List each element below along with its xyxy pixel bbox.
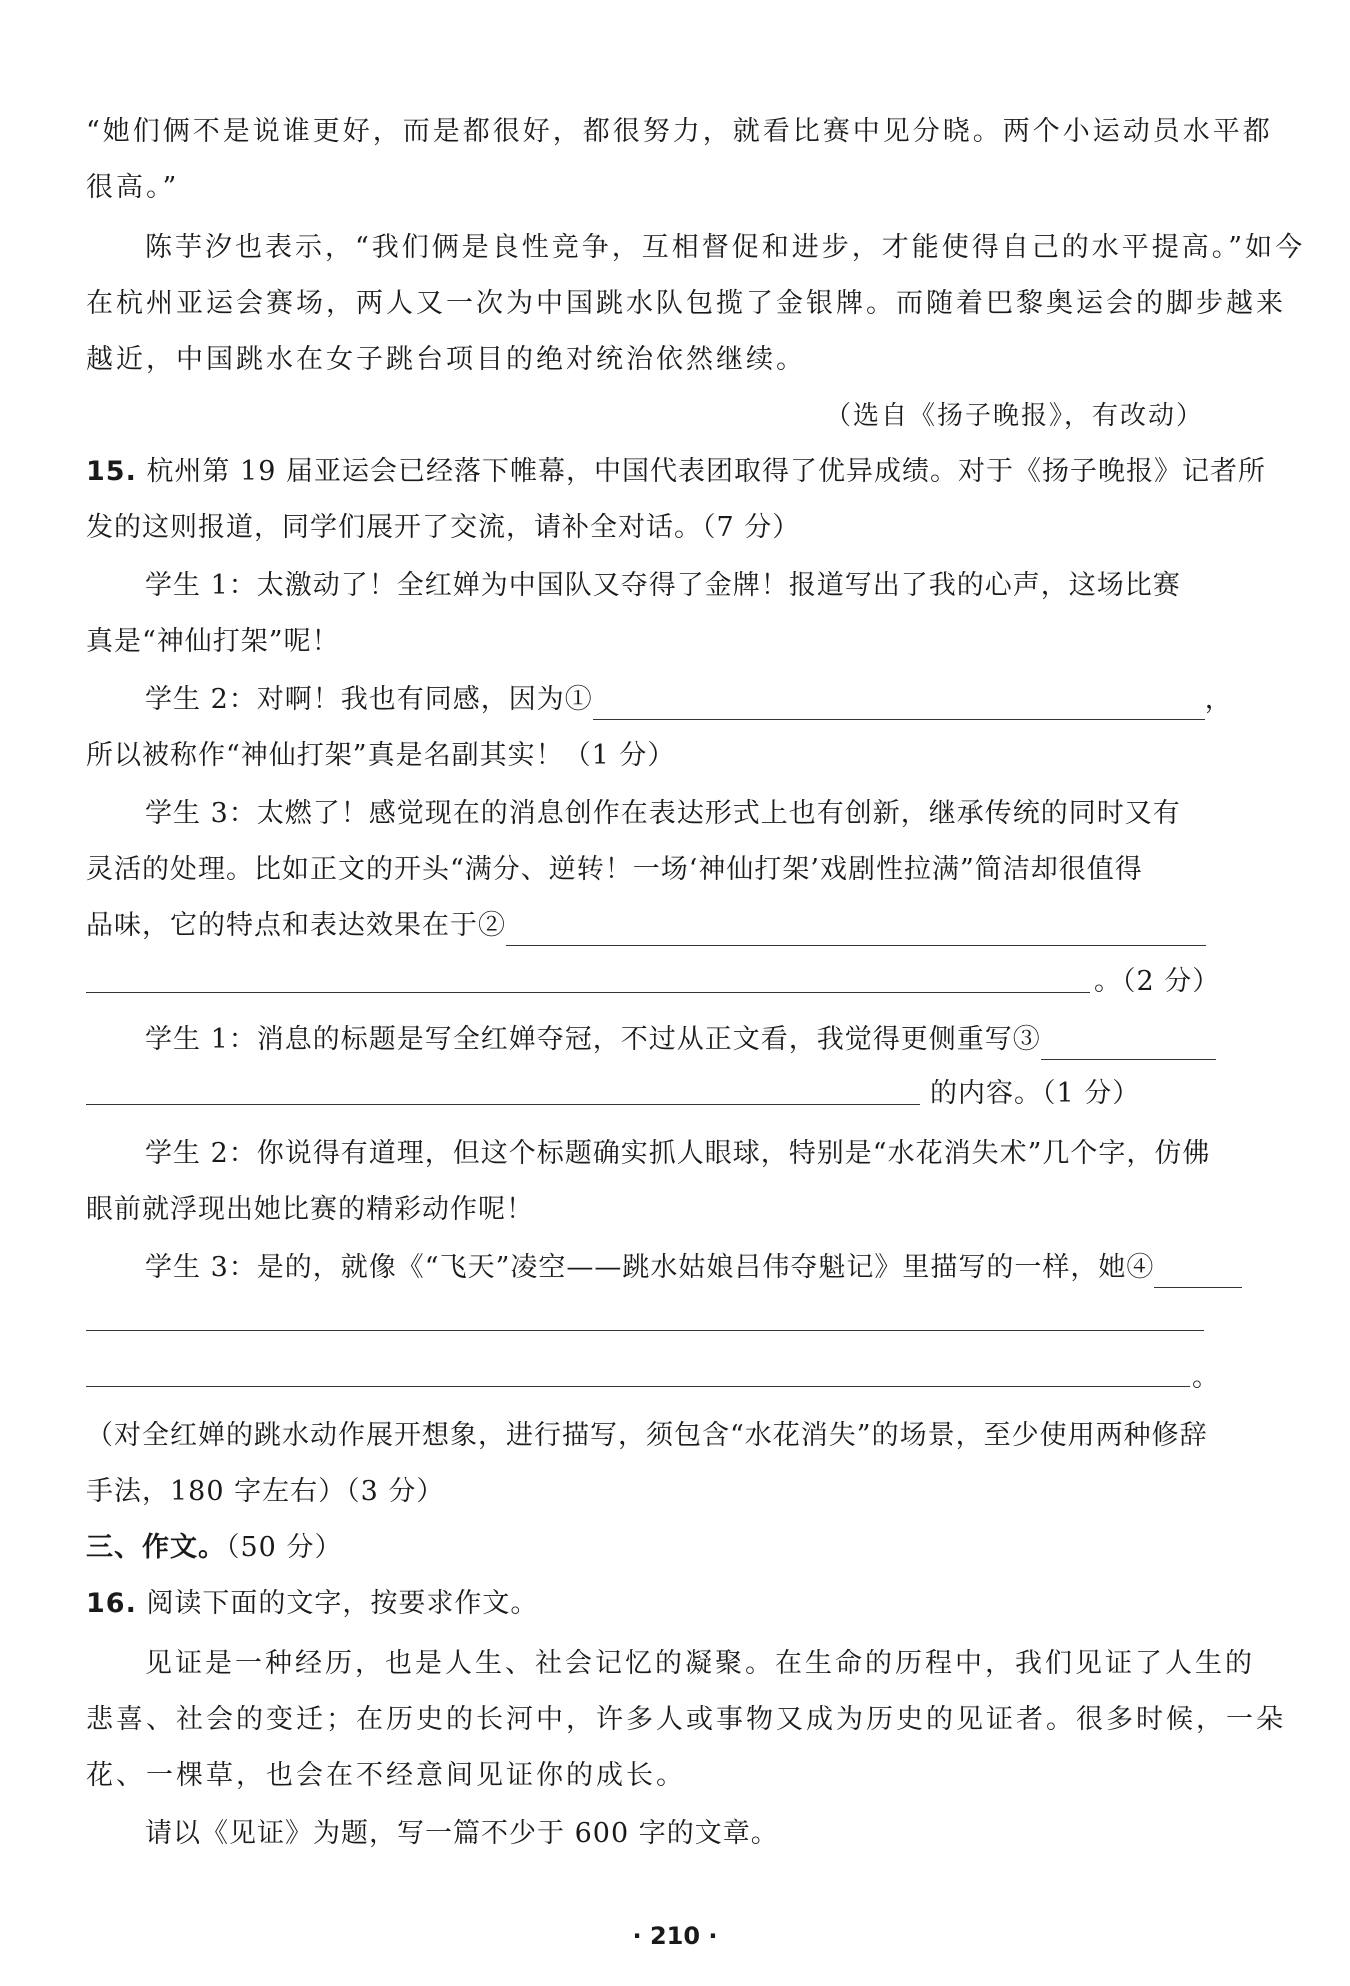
q15-student1-line2: 真是“神仙打架”呢！	[86, 626, 340, 657]
article-p1-line2: 很高。”	[86, 172, 180, 203]
q15-student1-line1: 学生 1：太激动了！全红婵为中国队又夺得了金牌！报道写出了我的心声，这场比赛	[145, 570, 1181, 601]
q15-note-line1: （对全红婵的跳水动作展开想象，进行描写，须包含“水花消失”的场景，至少使用两种修辞	[86, 1420, 1208, 1451]
q15-student3-score: 。（2 分）	[1094, 966, 1221, 997]
q15-student2-comma: ，	[1204, 684, 1233, 715]
article-p1-line1: “她们俩不是说谁更好，而是都很好，都很努力，就看比赛中见分晓。两个小运动员水平都	[86, 116, 1273, 147]
q16-number: 16.	[86, 1588, 137, 1619]
q15-student3-text: 品味，它的特点和表达效果在于②	[86, 910, 506, 941]
section3-score: （50 分）	[226, 1532, 343, 1563]
q15-student3b-end: 。	[1192, 1362, 1220, 1393]
q15-student1b-score: 的内容。（1 分）	[930, 1078, 1141, 1109]
answer-blank-1[interactable]	[593, 689, 1205, 720]
answer-blank-3b[interactable]	[86, 1104, 920, 1105]
section3-heading	[86, 1528, 1206, 1568]
q15-stem-line1	[86, 452, 1266, 492]
q15-student2-line2: 所以被称作“神仙打架”真是名副其实！（1 分）	[86, 740, 676, 771]
answer-blank-2b[interactable]	[86, 992, 1090, 993]
q15-note-line2: 手法，180 字左右）（3 分）	[86, 1476, 445, 1507]
article-p2-line2: 在杭州亚运会赛场，两人又一次为中国跳水队包揽了金银牌。而随着巴黎奥运会的脚步越来	[86, 288, 1286, 319]
q15-student3-line2: 灵活的处理。比如正文的开头“满分、逆转！一场‘神仙打架’戏剧性拉满”简洁却很值得	[86, 854, 1143, 885]
q15-student3-line1: 学生 3：太燃了！感觉现在的消息创作在表达形式上也有创新，继承传统的同时又有	[145, 798, 1181, 829]
section3-title: 三、作文。	[86, 1532, 226, 1563]
q15-student2b-line2: 眼前就浮现出她比赛的精彩动作呢！	[86, 1194, 534, 1225]
q15-student2-text: 学生 2：对啊！我也有同感，因为①	[145, 684, 593, 715]
q15-stem-line2: 发的这则报道，同学们展开了交流，请补全对话。（7 分）	[86, 512, 801, 543]
answer-blank-4c[interactable]	[86, 1386, 1190, 1387]
answer-blank-2a[interactable]	[506, 915, 1206, 946]
answer-blank-4a[interactable]	[1154, 1257, 1242, 1288]
q15-student1b-text: 学生 1：消息的标题是写全红婵夺冠，不过从正文看，我觉得更侧重写③	[145, 1024, 1041, 1055]
article-source: （选自《扬子晚报》，有改动）	[824, 401, 1204, 431]
q16-task: 请以《见证》为题，写一篇不少于 600 字的文章。	[145, 1818, 779, 1849]
answer-blank-4b[interactable]	[86, 1330, 1204, 1331]
answer-blank-3a[interactable]	[1041, 1029, 1216, 1060]
q15-number: 15.	[86, 456, 137, 487]
article-p2-line3: 越近，中国跳水在女子跳台项目的绝对统治依然继续。	[86, 344, 806, 375]
q15-student1b-line1	[145, 1020, 1205, 1060]
article-p2-line1: 陈芋汐也表示，“我们俩是良性竞争，互相督促和进步，才能使得自己的水平提高。”如今	[145, 232, 1306, 263]
q15-student2b-line1: 学生 2：你说得有道理，但这个标题确实抓人眼球，特别是“水花消失术”几个字，仿佛	[145, 1138, 1211, 1169]
q16-passage-line2: 悲喜、社会的变迁；在历史的长河中，许多人或事物又成为历史的见证者。很多时候，一朵	[86, 1704, 1286, 1735]
q15-student3-line3	[86, 906, 1206, 946]
q15-student3b-line1	[145, 1248, 1205, 1288]
q15-stem-text: 杭州第 19 届亚运会已经落下帷幕，中国代表团取得了优异成绩。对于《扬子晚报》记者所	[146, 456, 1266, 487]
q16-stem-text: 阅读下面的文字，按要求作文。	[146, 1588, 539, 1619]
q16-passage-line3: 花、一棵草，也会在不经意间见证你的成长。	[86, 1760, 686, 1791]
q16-passage-line1: 见证是一种经历，也是人生、社会记忆的凝聚。在生命的历程中，我们见证了人生的	[145, 1648, 1255, 1679]
q15-student2-line1	[145, 680, 1233, 720]
page-number: · 210 ·	[632, 1922, 718, 1950]
q16-stem-line	[86, 1584, 1206, 1624]
q15-student3b-text: 学生 3：是的，就像《“飞天”凌空——跳水姑娘吕伟夺魁记》里描写的一样，她④	[145, 1252, 1155, 1283]
